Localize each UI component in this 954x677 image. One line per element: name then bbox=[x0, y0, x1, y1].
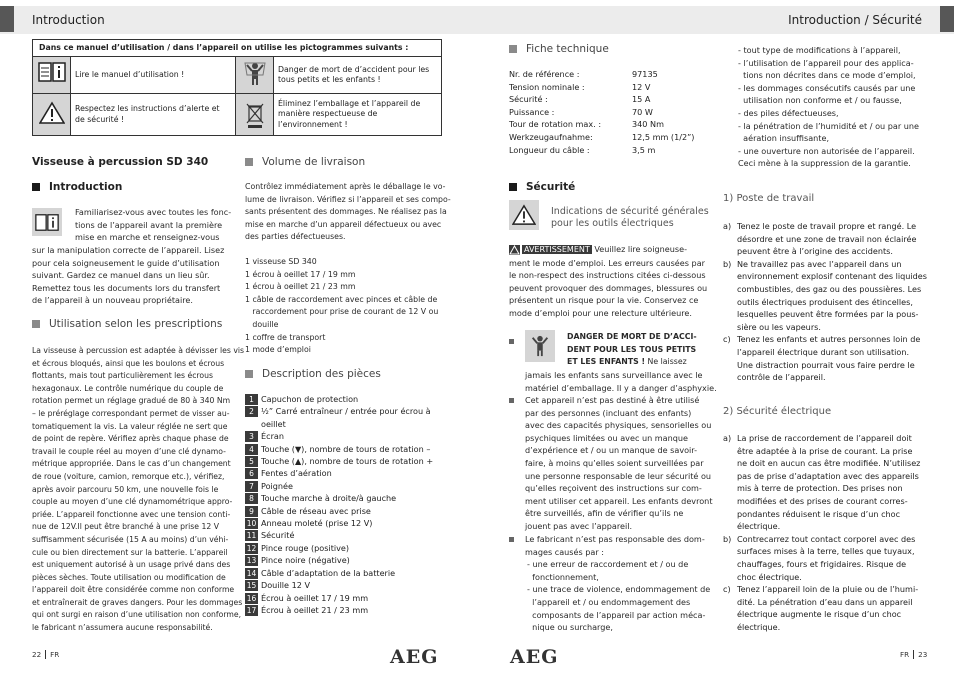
bullet-line: jouent pas avec l’appareil. bbox=[525, 520, 633, 531]
part-label: Douille 12 V bbox=[261, 580, 311, 591]
item-line: chauffages, fours et frigidaires. Risque de bbox=[737, 558, 907, 569]
item-line: combustibles, des gaz ou des poussières. Les bbox=[737, 283, 922, 294]
warning-icon bbox=[33, 94, 71, 136]
col4-list bbox=[738, 44, 938, 170]
part-label: Capuchon de protection bbox=[261, 394, 359, 404]
col4-line: - la pénétration de l’humidité et / ou par une bbox=[738, 120, 919, 131]
part-item bbox=[245, 480, 445, 492]
col4-line: - tout type de modifications à l’appareil, bbox=[738, 45, 901, 55]
delivery-item: 1 mode d’emploi bbox=[245, 345, 311, 355]
item-line: surfaces mises à la terre, telles que tuyaux, bbox=[737, 546, 915, 557]
warning-first-text: Veuillez lire soigneuse- bbox=[591, 244, 687, 254]
pictogram-table-title: Dans ce manuel d’utilisation / dans l’appareil on utilise les pictogrammes suivants : bbox=[33, 40, 442, 57]
spec-value: 15 A bbox=[632, 94, 651, 105]
numbered-item bbox=[723, 533, 938, 583]
item-line: électrique augmente le risque d’un choc bbox=[737, 609, 902, 620]
item-line: Tenez l’appareil loin de la pluie ou de l’humi- bbox=[737, 584, 919, 595]
spec-key: Puissance : bbox=[509, 106, 555, 117]
part-label: Pince rouge (positive) bbox=[261, 542, 350, 553]
safety-warning-text bbox=[509, 243, 714, 320]
col4-line: Ceci mène à la suppression de la garantie. bbox=[738, 158, 911, 169]
usage-line: nue de 12V.Il peut être branché à une prise 12 V bbox=[32, 522, 219, 532]
delivery-heading-text: Volume de livraison bbox=[262, 156, 366, 168]
delivery-item: 1 câble de raccordement avec pinces et câble de bbox=[245, 294, 438, 304]
intro-line: Remettez tous les documents lors du transfert bbox=[32, 282, 221, 293]
aeg-logo-left: AEG bbox=[390, 646, 439, 668]
numbered-item bbox=[723, 220, 938, 258]
spec-value: 12,5 mm (1/2”) bbox=[632, 131, 695, 142]
right-header-title: Introduction / Sécurité bbox=[788, 13, 922, 27]
delivery-intro-line: des parties défectueuses. bbox=[245, 232, 346, 242]
intro-lead-line: tions de l’appareil avant la première bbox=[75, 219, 223, 230]
spec-row bbox=[509, 144, 719, 157]
part-label: ½” Carré entraîneur / entrée pour écrou à oeillet bbox=[261, 406, 431, 429]
damage-cause-line: nique ou surcharge, bbox=[527, 622, 613, 633]
delivery-intro-line: mise en marche d’un appareil défectueux ou avec bbox=[245, 219, 442, 229]
delivery-item: 1 coffre de transport bbox=[245, 332, 326, 342]
left-page-number: 22 bbox=[32, 650, 42, 659]
warning-lines bbox=[509, 257, 714, 320]
danger-line: matériel d’emballage. Il y a danger d’asphyxie. bbox=[525, 382, 717, 393]
section-square-icon bbox=[245, 158, 253, 166]
intro-text bbox=[32, 244, 237, 307]
spec-key: Werkzeugaufnahme: bbox=[509, 131, 593, 142]
spec-value: 70 W bbox=[632, 106, 653, 117]
parts-list bbox=[245, 393, 445, 616]
bullet bbox=[509, 398, 514, 403]
item-line: électrique. bbox=[737, 521, 781, 532]
damage-cause-line: l’appareil et / ou endommagement des bbox=[527, 596, 691, 607]
aeg-logo-right: AEG bbox=[510, 646, 559, 668]
usage-line: suffisamment sécurisée (15 A au moins) d’un véhi- bbox=[32, 534, 229, 544]
section-square-icon bbox=[32, 320, 40, 328]
specs-heading bbox=[509, 43, 609, 55]
intro-lead bbox=[75, 206, 235, 244]
intro-lead-line: mise en marche et renseignez-vous bbox=[75, 232, 220, 243]
right-page-number: 23 bbox=[913, 650, 927, 659]
specs-heading-text: Fiche technique bbox=[526, 43, 609, 55]
part-item bbox=[245, 467, 445, 479]
delivery-intro-line: lume de livraison. Vérifiez si l’appareil et ses compo- bbox=[245, 194, 451, 204]
item-body bbox=[737, 258, 927, 334]
spec-value: 97135 bbox=[632, 69, 658, 79]
item-line: Contrecarrez tout contact corporel avec des bbox=[737, 533, 916, 544]
part-number: 16 bbox=[246, 593, 257, 603]
bullet-line: faire, à moins qu’elles soient surveillées par bbox=[525, 457, 704, 468]
danger-bold-line: ET LES ENFANTS ! bbox=[567, 357, 646, 367]
delivery-item: 1 écrou à oeillet 21 / 23 mm bbox=[245, 282, 356, 292]
usage-line: pièces sèches. Toute utilisation ou modification de bbox=[32, 572, 226, 582]
item-line: lesquelles peuvent être formées par la pous- bbox=[737, 309, 919, 320]
numbered-item bbox=[723, 258, 938, 334]
part-number: 2 bbox=[245, 406, 258, 417]
part-number: 7 bbox=[245, 481, 258, 492]
pict-text-read-manual: Lire le manuel d’utilisation ! bbox=[71, 57, 236, 94]
spec-key: Longueur du câble : bbox=[509, 144, 590, 155]
col4-line: - une ouverture non autorisée de l’appareil. bbox=[738, 145, 915, 156]
part-item bbox=[245, 529, 445, 541]
part-number: 10 bbox=[246, 519, 257, 529]
item-body bbox=[737, 333, 920, 383]
intro-heading bbox=[32, 181, 122, 193]
electrical-items bbox=[723, 432, 938, 634]
col4-line: - des piles défectueuses, bbox=[738, 107, 839, 118]
left-edge-tab bbox=[0, 6, 14, 32]
usage-line: travail le couple réel au moyen d’une clé dynamo- bbox=[32, 446, 226, 456]
pict-text-warning: Respectez les instructions d’alerte et de sécurité ! bbox=[71, 94, 236, 136]
right-lang: FR bbox=[900, 650, 910, 659]
warning-label: AVERTISSEMENT bbox=[524, 245, 590, 254]
item-line: mis à terre de protection. Des prises non bbox=[737, 483, 903, 494]
usage-line: est uniquement autorisé à un usage privé dans des bbox=[32, 560, 231, 570]
spec-row bbox=[509, 68, 719, 81]
intro-line: pour cela soigneusement le guide d’utilisation bbox=[32, 257, 220, 268]
part-number: 17 bbox=[246, 605, 257, 615]
part-number: 13 bbox=[246, 556, 257, 566]
bullet-line: une personne responsable de leur sécurité ou bbox=[525, 470, 712, 481]
part-label: Touche (▲), nombre de tours de rotation + bbox=[261, 456, 434, 467]
item-body bbox=[737, 432, 920, 533]
disposal-bin-icon bbox=[236, 94, 274, 136]
item-letter: b) bbox=[723, 533, 732, 544]
item-line: peuvent être à l’origine des accidents. bbox=[737, 246, 893, 257]
part-item bbox=[245, 542, 445, 554]
part-item bbox=[245, 405, 445, 430]
item-line: contrôle de l’appareil. bbox=[737, 372, 826, 383]
item-line: La prise de raccordement de l’appareil doit bbox=[737, 433, 912, 443]
item-letter: a) bbox=[723, 221, 732, 231]
part-number: 5 bbox=[245, 456, 258, 467]
bullet-line: mages causés par : bbox=[525, 546, 605, 557]
warning-line: ment le mode d’emploi. Les erreurs causées par bbox=[509, 257, 705, 268]
bullet-line: par des personnes (incluant des enfants) bbox=[525, 407, 692, 418]
delivery-item: raccordement pour prise de courant de 12 V ou bbox=[245, 307, 439, 317]
bullet-line: être surveillés, afin de vérifier qu’ils ne bbox=[525, 508, 684, 519]
part-item bbox=[245, 554, 445, 566]
item-letter: c) bbox=[723, 334, 731, 345]
usage-text bbox=[32, 345, 245, 635]
item-line: choc électrique. bbox=[737, 571, 802, 582]
damage-cause-line: - une erreur de raccordement et / ou de bbox=[527, 559, 689, 570]
danger-bold-line: DENT POUR LES TOUS PETITS bbox=[567, 344, 697, 354]
spec-row bbox=[509, 131, 719, 144]
usage-line: La visseuse à percussion est adaptée à dévisser les vis bbox=[32, 346, 245, 355]
delivery-text bbox=[245, 181, 455, 357]
intro-line: de l’appareil à un nouveau propriétaire. bbox=[32, 295, 193, 306]
spec-key: Nr. de référence : bbox=[509, 69, 580, 79]
part-label: Écrou à oeillet 21 / 23 mm bbox=[261, 604, 369, 615]
section-square-icon bbox=[509, 45, 517, 53]
item-line: Tenez les enfants et autres personnes loin de bbox=[737, 334, 921, 345]
part-item bbox=[245, 430, 445, 442]
bullet-line: Le fabricant n’est pas responsable des dom- bbox=[525, 534, 705, 544]
part-number: 4 bbox=[245, 444, 258, 455]
delivery-heading bbox=[245, 156, 365, 168]
col4-line: - les dommages consécutifs causés par une bbox=[738, 82, 916, 93]
damage-cause-line: composants de l’appareil par action méca- bbox=[527, 609, 706, 620]
part-item bbox=[245, 567, 445, 579]
part-label: Pince noire (négative) bbox=[261, 555, 350, 566]
item-line: modifiées et des prises de courant corres- bbox=[737, 495, 908, 506]
bullet-1-text bbox=[525, 394, 725, 533]
part-number: 14 bbox=[246, 568, 257, 578]
item-line: l’appareil électrique durant son utilisation. bbox=[737, 346, 910, 357]
numbered-item bbox=[723, 333, 938, 383]
bullet-line: psychiques limitées ou avec un manque bbox=[525, 432, 689, 443]
child-hazard-icon bbox=[525, 330, 555, 362]
intro-line: suivant. Gardez ce manuel dans un lieu sûr. bbox=[32, 270, 210, 281]
delivery-intro-line: sants présentent des dommages. Ne réalisez pas la bbox=[245, 207, 447, 217]
part-item bbox=[245, 443, 445, 455]
usage-line: hexagonaux. Le contrôle numérique du couple de bbox=[32, 383, 224, 393]
part-item bbox=[245, 579, 445, 591]
small-warning-icon bbox=[509, 245, 520, 255]
part-label: Câble de réseau avec prise bbox=[261, 505, 371, 516]
delivery-item: douille bbox=[245, 319, 279, 329]
item-body bbox=[737, 533, 915, 583]
pict-text-disposal: Éliminez l’emballage et l’appareil de manière respectueuse de l’environnement ! bbox=[274, 94, 442, 136]
safety-subheading bbox=[551, 206, 709, 230]
numbered-item bbox=[723, 583, 938, 633]
delivery-item: 1 écrou à oeillet 17 / 19 mm bbox=[245, 269, 356, 279]
workplace-heading: 1) Poste de travail bbox=[723, 193, 815, 204]
numbered-item bbox=[723, 432, 938, 533]
part-label: Anneau moleté (prise 12 V) bbox=[261, 518, 373, 529]
part-number: 11 bbox=[246, 531, 257, 541]
bullet-line: d’expérience et / ou un manque de savoir- bbox=[525, 445, 698, 456]
usage-line: de point de repère. Vérifiez après chaque phase de bbox=[32, 434, 229, 444]
bullet bbox=[509, 339, 514, 344]
danger-line: jamais les enfants sans surveillance avec le bbox=[525, 370, 703, 380]
part-number: 6 bbox=[245, 468, 258, 479]
left-footer bbox=[32, 650, 59, 659]
intro-lead-line: Familiarisez-vous avec toutes les fonc- bbox=[75, 207, 232, 217]
part-number: 15 bbox=[246, 581, 257, 591]
bullet-line: ment utiliser cet appareil. Les enfants devront bbox=[525, 495, 713, 506]
usage-line: et entraînerait de graves dangers. Pour les dommages bbox=[32, 597, 243, 607]
electrical-heading: 2) Sécurité électrique bbox=[723, 406, 832, 417]
safety-subheading-line: Indications de sécurité générales bbox=[551, 206, 709, 217]
bullet-line: qu’elles reçoivent des instructions sur com- bbox=[525, 483, 702, 494]
item-body bbox=[737, 220, 916, 258]
spec-value: 12 V bbox=[632, 81, 651, 92]
part-number: 9 bbox=[245, 506, 258, 517]
item-line: environnement explosif contenant des liquides bbox=[737, 271, 927, 282]
item-letter: b) bbox=[723, 258, 732, 269]
part-label: Écran bbox=[261, 431, 284, 442]
danger-after: Ne laissez bbox=[645, 357, 687, 367]
item-line: outils électriques produisent des étincelles, bbox=[737, 296, 913, 307]
delivery-intro-line: Contrôlez immédiatement après le déballage le vo- bbox=[245, 182, 446, 191]
usage-heading-text: Utilisation selon les prescriptions bbox=[49, 318, 223, 330]
usage-line: après avoir parcouru 50 km, une nouvelle fois le bbox=[32, 484, 219, 494]
left-page-header bbox=[0, 6, 477, 34]
left-header-title: Introduction bbox=[32, 13, 105, 27]
warning-first-line bbox=[509, 243, 714, 257]
item-line: pondantes réduisent le risque d’un choc bbox=[737, 508, 901, 519]
usage-line: flottants, mais tout particulièrement les écrous bbox=[32, 371, 214, 381]
danger-lines bbox=[525, 369, 725, 394]
spec-key: Tension nominale : bbox=[509, 81, 585, 92]
item-line: ne doit en aucun cas être modifiée. N’utilisez bbox=[737, 458, 921, 469]
usage-line: – le préréglage correspondant permet de visser au- bbox=[32, 408, 230, 418]
part-item bbox=[245, 517, 445, 529]
col4-line: utilisation non conforme et / ou fausse, bbox=[738, 95, 902, 106]
col4-line: - l’utilisation de l’appareil pour des applica- bbox=[738, 57, 914, 68]
pictogram-table bbox=[32, 39, 442, 136]
delivery-item: 1 visseuse SD 340 bbox=[245, 256, 317, 266]
parts-heading-text: Description des pièces bbox=[262, 368, 381, 380]
intro-line: sur la manipulation correcte de l’appareil. Lisez bbox=[32, 245, 225, 255]
usage-line: cule ou bien directement sur la batterie. L’appareil bbox=[32, 547, 228, 557]
warning-line: présentent un risque pour la vie. Conservez ce bbox=[509, 295, 699, 306]
item-letter: c) bbox=[723, 584, 731, 595]
warning-line: mode d’emploi pour une relecture ultérieure. bbox=[509, 307, 692, 318]
part-number: 8 bbox=[245, 493, 258, 504]
part-number: 1 bbox=[245, 394, 258, 405]
part-label: Écrou à oeillet 17 / 19 mm bbox=[261, 592, 369, 603]
col4-line: tions non décrites dans ce mode d’emploi, bbox=[738, 70, 916, 81]
part-item bbox=[245, 455, 445, 467]
warning-line: peuvent provoquer des dommages, blessures ou bbox=[509, 282, 708, 293]
bullet-2-text bbox=[525, 533, 725, 634]
book-info-icon bbox=[33, 57, 71, 94]
intro-book-icon bbox=[32, 208, 62, 236]
danger-bold-line: DANGER DE MORT DE D’ACCI- bbox=[567, 332, 697, 341]
bullet bbox=[509, 537, 514, 542]
col4-line: aération insuffisante, bbox=[738, 133, 830, 144]
item-line: désordre et une zone de travail non éclairée bbox=[737, 233, 917, 244]
part-item bbox=[245, 505, 445, 517]
part-label: Touche marche à droite/à gauche bbox=[261, 493, 397, 504]
workplace-items bbox=[723, 220, 938, 384]
part-label: Sécurité bbox=[261, 530, 295, 541]
spec-key: Sécurité : bbox=[509, 94, 548, 105]
section-square-icon bbox=[509, 183, 517, 191]
bullet-line: Cet appareil n’est pas destiné à être utilisé bbox=[525, 395, 700, 405]
part-item bbox=[245, 592, 445, 604]
bullet-line: avec des capacités physiques, sensorielles ou bbox=[525, 420, 712, 431]
right-footer bbox=[900, 650, 927, 659]
usage-line: rotation permet un réglage gradué de 80 à 340 Nm bbox=[32, 396, 231, 406]
safety-warning-icon bbox=[509, 200, 539, 230]
part-label: Câble d’adaptation de la batterie bbox=[261, 567, 396, 578]
part-item bbox=[245, 604, 445, 616]
item-line: dité. La pénétration d’eau dans un appareil bbox=[737, 596, 913, 607]
part-number: 3 bbox=[245, 431, 258, 442]
intro-heading-text: Introduction bbox=[49, 181, 123, 193]
item-body bbox=[737, 583, 918, 633]
pict-text-child-danger: Danger de mort de d’accident pour les tous petits et les enfants ! bbox=[274, 57, 442, 94]
spec-row bbox=[509, 106, 719, 119]
specs-table bbox=[509, 68, 719, 156]
part-label: Fentes d’aération bbox=[261, 468, 332, 479]
child-hazard-icon bbox=[236, 57, 274, 94]
part-item bbox=[245, 393, 445, 405]
item-line: Tenez le poste de travail propre et rangé. Le bbox=[737, 221, 917, 231]
usage-line: métrique appropriée. Dans le cas d’un changement bbox=[32, 459, 231, 469]
item-line: pas de prise d’adaptation avec des appareils bbox=[737, 470, 919, 481]
right-page-header bbox=[477, 6, 954, 34]
usage-line: qui ont surgi en raison d’une utilisation non conforme, bbox=[32, 610, 242, 620]
item-line: Ne travaillez pas avec l’appareil dans un bbox=[737, 258, 902, 269]
safety-subheading-line: pour les outils électriques bbox=[551, 218, 674, 229]
left-lang: FR bbox=[45, 650, 59, 659]
item-line: Une distraction pourrait vous faire perdre le bbox=[737, 359, 915, 370]
item-line: électrique. bbox=[737, 621, 781, 632]
usage-heading bbox=[32, 318, 222, 330]
usage-line: le fabricant n’assumera aucune responsabilité. bbox=[32, 623, 213, 633]
item-line: être adaptée à la prise de courant. La prise bbox=[737, 445, 913, 456]
damage-cause-line: fonctionnement, bbox=[527, 571, 599, 582]
spec-value: 3,5 m bbox=[632, 144, 656, 155]
usage-line: couple au moyen d’une clé dynamométrique appro- bbox=[32, 497, 233, 507]
part-label: Touche (▼), nombre de tours de rotation – bbox=[261, 443, 431, 454]
usage-line: et écrous bloqués, ainsi que les boulons et écrous bbox=[32, 358, 225, 368]
product-title: Visseuse à percussion SD 340 bbox=[32, 156, 209, 168]
spec-row bbox=[509, 81, 719, 94]
section-square-icon bbox=[32, 183, 40, 191]
usage-line: tomatiquement la vis. La valeur réglée ne sert que bbox=[32, 421, 228, 431]
part-label: Poignée bbox=[261, 480, 294, 491]
usage-line: priée. L’appareil fonctionne avec une tension conti- bbox=[32, 509, 231, 519]
section-square-icon bbox=[245, 370, 253, 378]
spec-row bbox=[509, 93, 719, 106]
safety-heading-text: Sécurité bbox=[526, 181, 576, 193]
spec-value: 340 Nm bbox=[632, 119, 664, 130]
part-number: 12 bbox=[246, 543, 257, 553]
usage-line: l’appareil doit être considérée comme non conforme bbox=[32, 585, 235, 595]
damage-cause-line: - une trace de violence, endommagement de bbox=[527, 584, 711, 595]
safety-heading bbox=[509, 181, 575, 193]
item-line: sière ou les vapeurs. bbox=[737, 321, 821, 332]
right-edge-tab bbox=[940, 6, 954, 32]
danger-bold bbox=[567, 331, 717, 369]
item-letter: a) bbox=[723, 433, 732, 443]
spec-key: Tour de rotation max. : bbox=[509, 119, 602, 130]
spec-row bbox=[509, 118, 719, 131]
part-item bbox=[245, 492, 445, 504]
warning-line: le non-respect des instructions citées ci-dessous bbox=[509, 270, 706, 281]
parts-heading bbox=[245, 368, 381, 380]
usage-line: de roue (voiture, camion, remorque etc.), vérifiez, bbox=[32, 471, 225, 481]
